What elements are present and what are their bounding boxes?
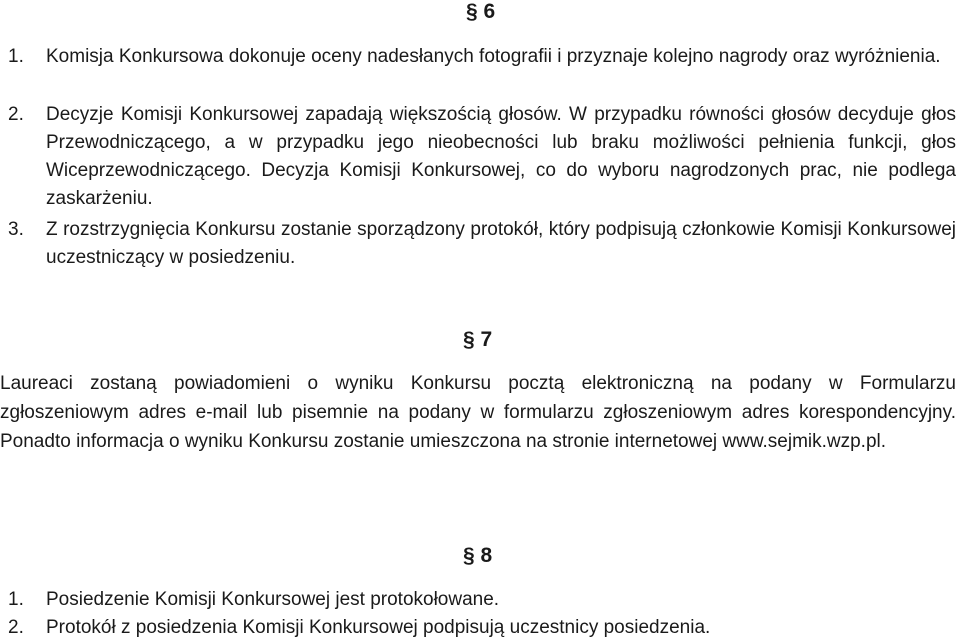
list-item-text: Decyzje Komisji Konkursowej zapadają większością głosów. W przypadku równości głosów decyduje głos Przewodniczącego, a w przypadku jego nieobecności lub braku możliwości pełnienia funkcji, głos Wiceprzewodniczącego. Decyzja Komisji Konkursowej, co do wyboru nagrodzonych prac, nie podlega zaskarżeniu. xyxy=(46,104,956,209)
list-item-text: Z rozstrzygnięcia Konkursu zostanie sporządzony protokół, który podpisują członkowie Komisji Konkursowej uczestniczący w posiedzeniu. xyxy=(46,219,956,268)
list-item-number: 1. xyxy=(8,46,24,67)
list-item-number: 3. xyxy=(8,219,24,240)
list-item-8-2 xyxy=(8,614,956,642)
list-item-6-2 xyxy=(8,101,956,213)
list-item-text: Posiedzenie Komisji Konkursowej jest protokołowane. xyxy=(46,589,500,610)
list-item-text: Komisja Konkursowa dokonuje oceny nadesłanych fotografii i przyznaje kolejno nagrody oraz wyróżnienia. xyxy=(46,46,941,67)
list-item-6-1 xyxy=(8,43,956,71)
section-7-paragraph: Laureaci zostaną powiadomieni o wyniku Konkursu pocztą elektroniczną na podany w Formularzu zgłoszeniowym adres e-mail lub pisemnie na podany w formularzu zgłoszeniowym adres korespondencyjny. Ponadto informacja o wyniku Konkursu zostanie umieszczona na stronie internetowej www.sejmik.wzp.pl. xyxy=(0,373,956,452)
list-item-number: 2. xyxy=(8,104,24,125)
list-item-6-3 xyxy=(8,216,956,272)
list-item-text: Protokół z posiedzenia Komisji Konkursowej podpisują uczestnicy posiedzenia. xyxy=(46,617,711,638)
section-heading-6: § 6 xyxy=(466,0,496,23)
section-heading-7: § 7 xyxy=(463,328,493,351)
list-item-number: 1. xyxy=(8,589,24,610)
section-heading-8: § 8 xyxy=(463,544,493,567)
list-item-number: 2. xyxy=(8,617,24,638)
list-item-8-1 xyxy=(8,586,956,614)
